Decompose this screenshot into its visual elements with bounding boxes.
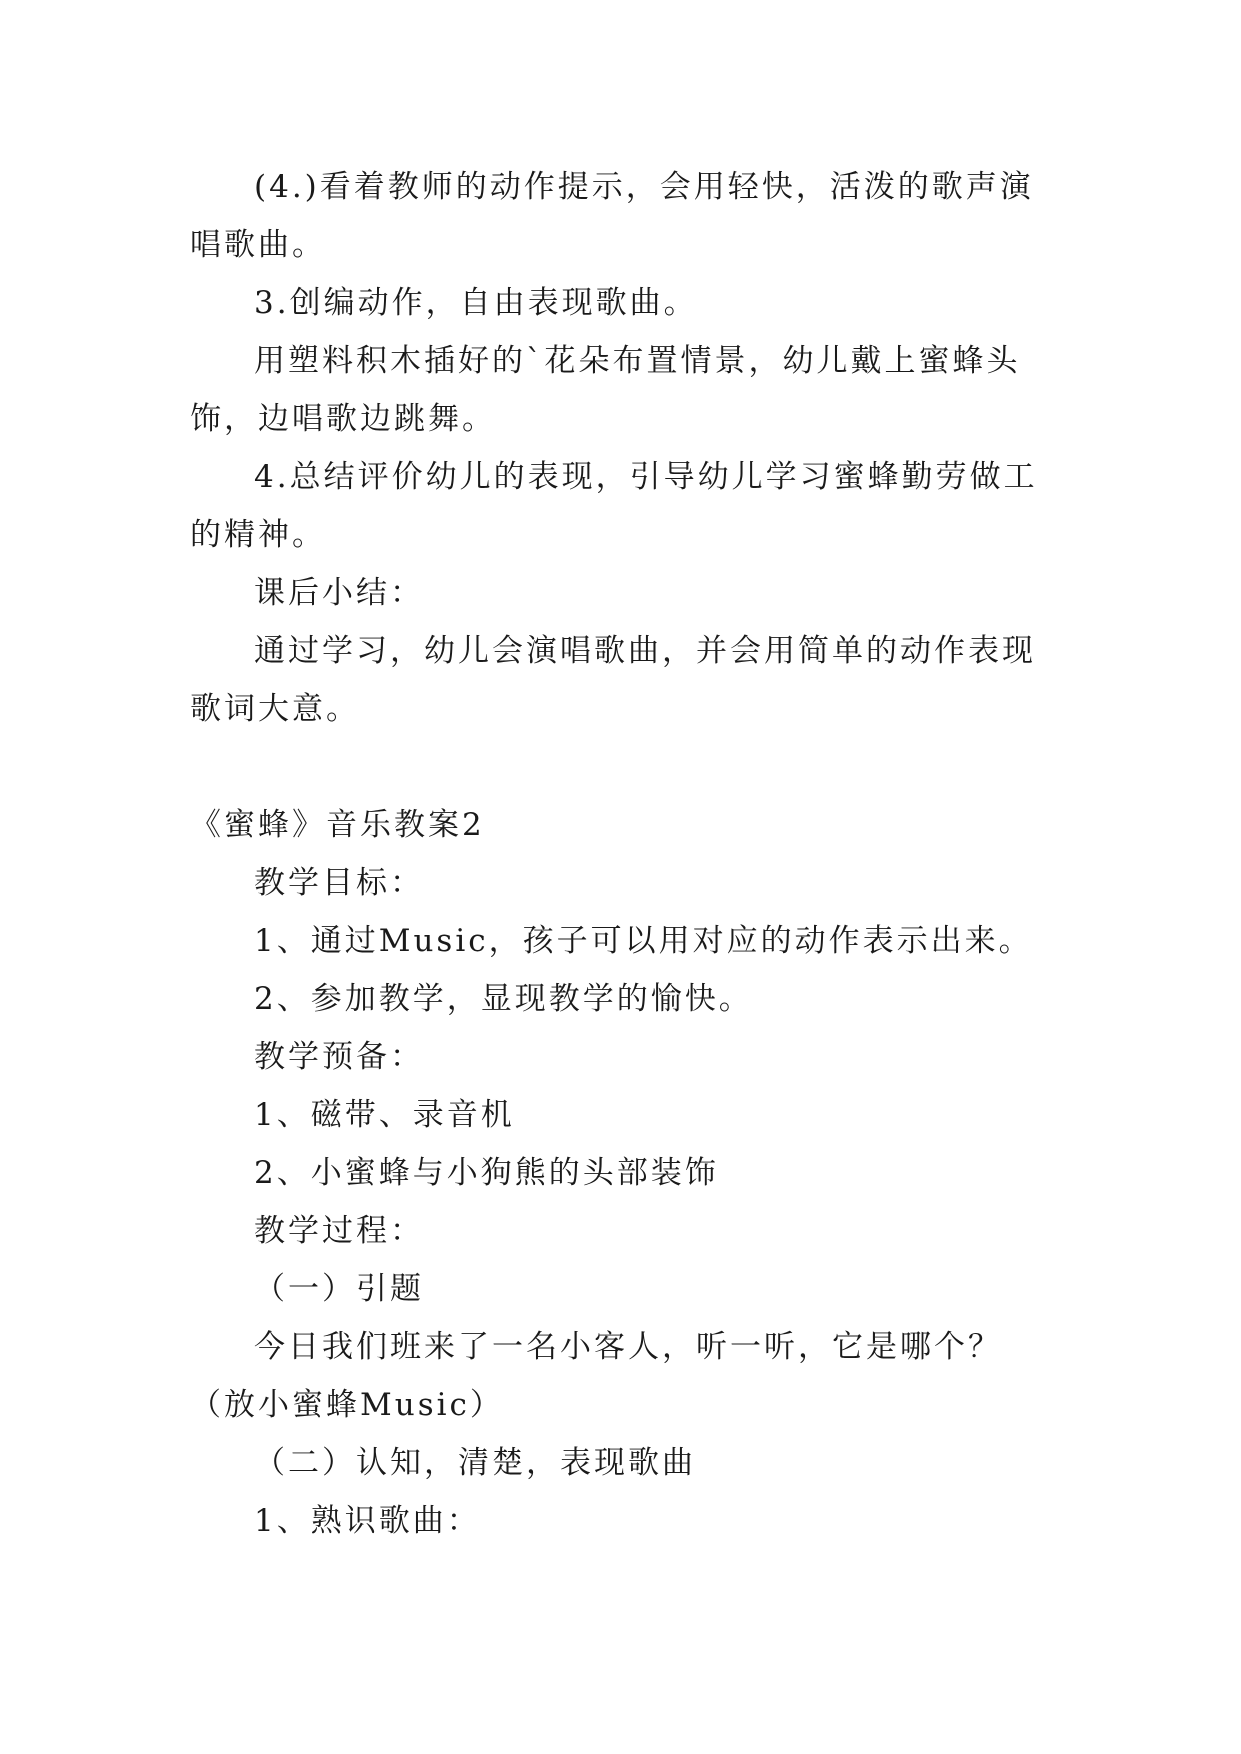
document-body xyxy=(190,158,1060,1550)
paragraph: 3.创编动作，自由表现歌曲。 xyxy=(254,285,698,321)
paragraph: （二）认知，清楚，表现歌曲 xyxy=(254,1445,696,1481)
paragraph: 2、小蜜蜂与小狗熊的头部装饰 xyxy=(254,1155,719,1191)
paragraph: 课后小结： xyxy=(254,575,424,611)
section-title: 《蜜蜂》音乐教案2 xyxy=(190,807,485,843)
paragraph: （一）引题 xyxy=(254,1271,424,1307)
section-gap xyxy=(190,738,1060,796)
paragraph: 用塑料积木插好的`花朵布置情景，幼儿戴上蜜蜂头饰，边唱歌边跳舞。 xyxy=(190,343,1021,437)
paragraph: 教学预备： xyxy=(254,1039,424,1075)
paragraph: 4.总结评价幼儿的表现，引导幼儿学习蜜蜂勤劳做工的精神。 xyxy=(190,459,1038,553)
paragraph: (4.)看着教师的动作提示，会用轻快，活泼的歌声演唱歌曲。 xyxy=(190,169,1034,263)
paragraph: 1、熟识歌曲： xyxy=(254,1503,481,1539)
paragraph: 通过学习，幼儿会演唱歌曲，并会用简单的动作表现歌词大意。 xyxy=(190,633,1036,727)
paragraph: 教学目标： xyxy=(254,865,424,901)
paragraph: 今日我们班来了一名小客人，听一听，它是哪个？（放小蜜蜂Music） xyxy=(190,1329,1002,1423)
paragraph: 1、通过Music，孩子可以用对应的动作表示出来。 xyxy=(254,923,1033,959)
paragraph: 教学过程： xyxy=(254,1213,424,1249)
paragraph: 1、磁带、录音机 xyxy=(254,1097,515,1133)
paragraph: 2、参加教学，显现教学的愉快。 xyxy=(254,981,753,1017)
